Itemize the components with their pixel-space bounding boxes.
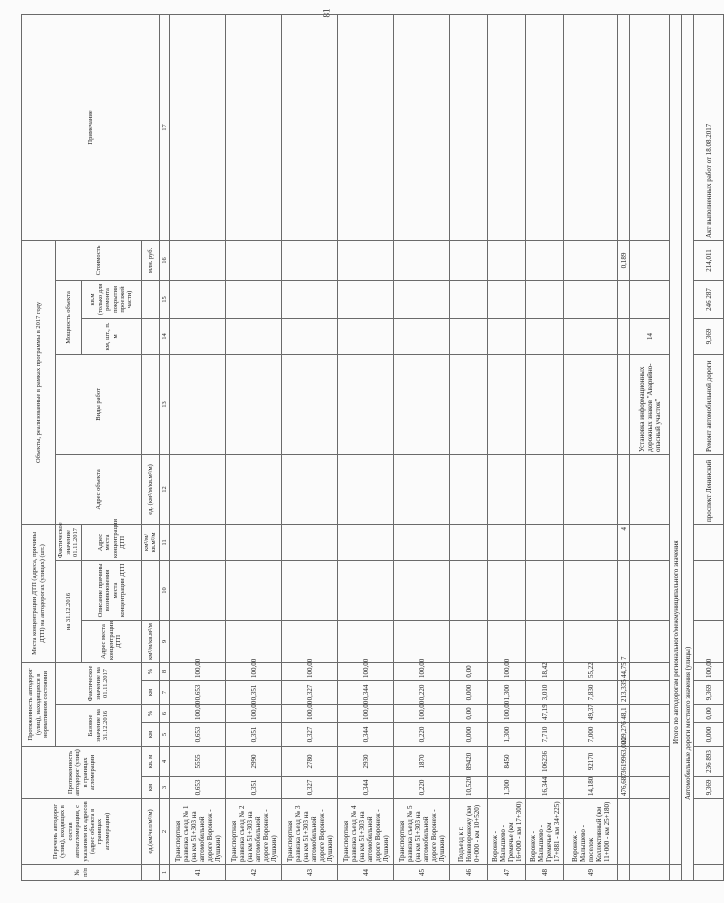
- row-no: 46: [450, 865, 488, 881]
- row-base-km: 0,344: [338, 722, 394, 746]
- total-label-row: [670, 14, 682, 880]
- header-cap-units: км, шт., п. м: [82, 318, 142, 354]
- total-label: Итого по автодорогам регионального/межмуниципального значения: [670, 14, 682, 864]
- row-sqm: 89420: [450, 746, 488, 776]
- row-sqm: 2990: [226, 746, 282, 776]
- subtotal-dtp-fact: 4: [618, 524, 630, 560]
- table-row: [694, 14, 724, 880]
- local-label-row: [682, 14, 694, 880]
- col-number: 15: [159, 280, 169, 318]
- row-km: 14,180: [564, 777, 618, 799]
- unit-pct: %: [142, 662, 160, 680]
- row-fact-pct: 55,22: [564, 662, 618, 680]
- header-obj-addr: Адрес объекта: [56, 454, 142, 524]
- row-km: 0,653: [170, 777, 226, 799]
- header-work-type: Виды работ: [56, 354, 142, 454]
- row-base-pct: 47,19: [526, 704, 564, 722]
- header-objects: Объекты, реализованные в рамках программы в 2017 году: [22, 240, 56, 524]
- header-dtp-places: Места концентрации ДТП (адреса, причины ДТП) на автодорогах (улицах) (шт.): [22, 524, 56, 662]
- local-label: Автомобильные дороги местного значения (улицы): [682, 14, 694, 880]
- row-base-pct: 0,00: [450, 704, 488, 722]
- subtotal-cost: 0,189: [618, 240, 630, 280]
- col-number: 4: [159, 746, 169, 776]
- row-name: Транспортная развязка съезд № 3 (на км 51+303 на автомобильной дороге Воронеж - Лушкин): [282, 799, 338, 865]
- subtotal-sqm: 3619963,000: [618, 746, 630, 776]
- row-name: Воронеж - Малышево - Гремячье (км 16+000 - км 17+300): [488, 799, 526, 865]
- subtotal-base-km: 229,276: [618, 722, 630, 746]
- header-length: Протяженность автодорог (улиц) в границах агломерации: [22, 746, 142, 798]
- row-name: Транспортная развязка съезд № 5 (на км 51+303 на автомобильной дороге Воронеж - Лушкин): [394, 799, 450, 865]
- unit-km: км: [142, 777, 160, 799]
- row-base-pct: 100,00: [488, 704, 526, 722]
- col-number: 16: [159, 240, 169, 280]
- row-fact-pct: 100,00: [394, 662, 450, 680]
- unit-pct: %: [142, 704, 160, 722]
- row-name: Воронеж - Малышево - Гремячье (км 17+881 - км 34+225): [526, 799, 564, 865]
- subtotal-fact-pct: 44,75: [618, 662, 630, 680]
- row-no: 45: [394, 865, 450, 881]
- subtotal-km: 476,687: [618, 777, 630, 799]
- row-base-pct: 100,00: [338, 704, 394, 722]
- table-row: [564, 14, 618, 880]
- header-normative-length: Протяженность автодорог (улиц), находящихся в нормативном состоянии: [22, 662, 56, 746]
- last-obj-addr: проспект Ленинский: [694, 454, 724, 524]
- header-dtp-addr2: Адрес места концентрации ДТП: [82, 524, 142, 560]
- header-capacity: Мощность объекта: [56, 280, 82, 354]
- row-no: 44: [338, 865, 394, 881]
- row-km: 10,520: [450, 777, 488, 799]
- header-road-list: Перечень автодорог (улиц), входящих в состав автоагломерации, с указанием их адресов (адрес объекта в границах агломерации): [22, 799, 142, 865]
- row-base-km: 0,653: [170, 722, 226, 746]
- row-fact-km: 3,010: [526, 680, 564, 704]
- row-fact-pct: 100,00: [170, 662, 226, 680]
- signs-row: [630, 14, 670, 880]
- header-dtp-reason: Описание причины возникновения места концентрации ДТП: [82, 560, 142, 620]
- row-fact-pct: 100,00: [488, 662, 526, 680]
- unit-dtp: км²/м/кв.м²/м: [142, 620, 160, 662]
- subtotal-base-pct: 48,1: [618, 704, 630, 722]
- col-number: 2: [159, 799, 169, 865]
- unit-cost: млн. руб.: [142, 240, 160, 280]
- row-sqm: 106236: [526, 746, 564, 776]
- row-km: 0,327: [282, 777, 338, 799]
- table-row: [526, 14, 564, 880]
- row-no: 49: [564, 865, 618, 881]
- last-km: 9,369: [694, 777, 724, 799]
- unit-km: км: [142, 680, 160, 704]
- unit-dtp: км²/м/кв.м²/м: [142, 524, 160, 560]
- row-fact-pct: 100,00: [282, 662, 338, 680]
- col-number: 6: [159, 704, 169, 722]
- row-name: Транспортная развязка съезд № 4 (на км 51+303 на автомобильной дороге Воронеж - Лушкин): [338, 799, 394, 865]
- last-note: Акт выполненных работ от 18.08.2017: [694, 14, 724, 240]
- last-base-km: 0,000: [694, 722, 724, 746]
- header-normative-fact: Фактическое значение на 01.11.2017: [56, 662, 142, 704]
- col-number: 7: [159, 680, 169, 704]
- row-sqm: 5555: [170, 746, 226, 776]
- unit-road-list: ед.(км/чел/м²/м): [142, 799, 160, 865]
- col-number: 17: [159, 14, 169, 240]
- row-fact-km: 0,220: [394, 680, 450, 704]
- header-normative-base: Базовое значение на 31.12.2016: [56, 704, 142, 746]
- row-sqm: 8450: [488, 746, 526, 776]
- last-fact-km: 9,369: [694, 680, 724, 704]
- row-base-km: 7,710: [526, 722, 564, 746]
- col-number: 1: [159, 865, 169, 881]
- row-name: Транспортная развязка съезд № 2 (на км 51+303 на автомобильной дороге Воронеж - Лушкин): [226, 799, 282, 865]
- row-fact-pct: 100,00: [226, 662, 282, 680]
- row-sqm: 1870: [394, 746, 450, 776]
- row-base-km: 0,351: [226, 722, 282, 746]
- row-base-km: 0,000: [450, 722, 488, 746]
- unit-kv-m: кв. м: [142, 746, 160, 776]
- row-sqm: 92170: [564, 746, 618, 776]
- row-name: Транспортная развязка съезд № 1 (на км 51+303 на автомобильной дороге Воронеж - Лушкин): [170, 799, 226, 865]
- row-fact-km: 1,300: [488, 680, 526, 704]
- row-km: 1,300: [488, 777, 526, 799]
- row-km: 16,344: [526, 777, 564, 799]
- row-no: 43: [282, 865, 338, 881]
- table-row: [394, 14, 450, 880]
- col-number: 5: [159, 722, 169, 746]
- header-dtp-fact: Фактическое значение 01.11.2017: [56, 524, 82, 560]
- header-no: № п/п: [22, 865, 142, 881]
- subtotal-dtp-base: 7: [618, 620, 630, 662]
- row-km: 0,344: [338, 777, 394, 799]
- row-name: Воронеж - Малышево - поселок Коллективный (км 11+000 - км 25+180): [564, 799, 618, 865]
- last-cost: 214,011: [694, 240, 724, 280]
- last-cap-km: 9,369: [694, 318, 724, 354]
- row-fact-pct: 0,00: [450, 662, 488, 680]
- signs-work: Установка информационных дорожных знаков "Аварийно-опасный участок": [630, 354, 670, 454]
- page-number: 81: [321, 8, 332, 18]
- row-fact-km: 0,351: [226, 680, 282, 704]
- row-base-pct: 100,00: [226, 704, 282, 722]
- row-base-pct: 100,00: [170, 704, 226, 722]
- header-dtp-addr: Адрес места концентрации ДТП: [82, 620, 142, 662]
- rotated-table-container: [21, 15, 713, 881]
- table-row: [338, 14, 394, 880]
- row-no: 41: [170, 865, 226, 881]
- table-row: [488, 14, 526, 880]
- col-number: 3: [159, 777, 169, 799]
- row-fact-pct: 100,00: [338, 662, 394, 680]
- row-fact-km: 0,000: [450, 680, 488, 704]
- header-note: Примечание: [22, 14, 160, 240]
- row-km: 0,220: [394, 777, 450, 799]
- table-row: [170, 14, 226, 880]
- col-number: 14: [159, 318, 169, 354]
- row-fact-km: 0,344: [338, 680, 394, 704]
- row-name: Подъезд к г. Нововоронежу (км 0+000 - км 10+520): [450, 799, 488, 865]
- subtotal-fact-km: 213,335: [618, 680, 630, 704]
- table-row: [282, 14, 338, 880]
- col-number: 12: [159, 454, 169, 524]
- last-base-pct: 0,00: [694, 704, 724, 722]
- unit-obj-addr: ед. (км²/м/кв.м²/м): [142, 454, 160, 524]
- last-cap-sqm: 246 287: [694, 280, 724, 318]
- row-base-pct: 49,37: [564, 704, 618, 722]
- row-fact-km: 0,327: [282, 680, 338, 704]
- col-number: 8: [159, 662, 169, 680]
- row-fact-km: 0,653: [170, 680, 226, 704]
- last-work: Ремонт автомобильной дороги: [694, 354, 724, 454]
- col-number: 9: [159, 620, 169, 662]
- row-no: 48: [526, 865, 564, 881]
- row-km: 0,351: [226, 777, 282, 799]
- row-base-km: 0,327: [282, 722, 338, 746]
- table-row: [226, 14, 282, 880]
- row-fact-km: 7,830: [564, 680, 618, 704]
- row-no: 42: [226, 865, 282, 881]
- row-no: 47: [488, 865, 526, 881]
- row-base-km: 7,000: [564, 722, 618, 746]
- unit-km: км: [142, 722, 160, 746]
- header-dtp-base: на 31.12.2016: [56, 560, 82, 662]
- last-fact-pct: 100,00: [694, 662, 724, 680]
- last-sqm: 236 893: [694, 746, 724, 776]
- row-base-km: 0,220: [394, 722, 450, 746]
- row-sqm: 2780: [282, 746, 338, 776]
- table-row: [450, 14, 488, 880]
- col-number: 11: [159, 524, 169, 560]
- row-sqm: 2930: [338, 746, 394, 776]
- col-number: 10: [159, 560, 169, 620]
- row-base-pct: 100,00: [282, 704, 338, 722]
- row-base-km: 1,300: [488, 722, 526, 746]
- header-cost: Стоимость: [56, 240, 142, 280]
- road-table: [21, 14, 724, 881]
- subtotal-row: [618, 14, 630, 880]
- row-fact-pct: 18,42: [526, 662, 564, 680]
- header-cap-area: кв.м (только для ремонта покрытия проезжей части): [82, 280, 142, 318]
- col-number: 13: [159, 354, 169, 454]
- row-base-pct: 100,00: [394, 704, 450, 722]
- signs-qty: 14: [630, 318, 670, 354]
